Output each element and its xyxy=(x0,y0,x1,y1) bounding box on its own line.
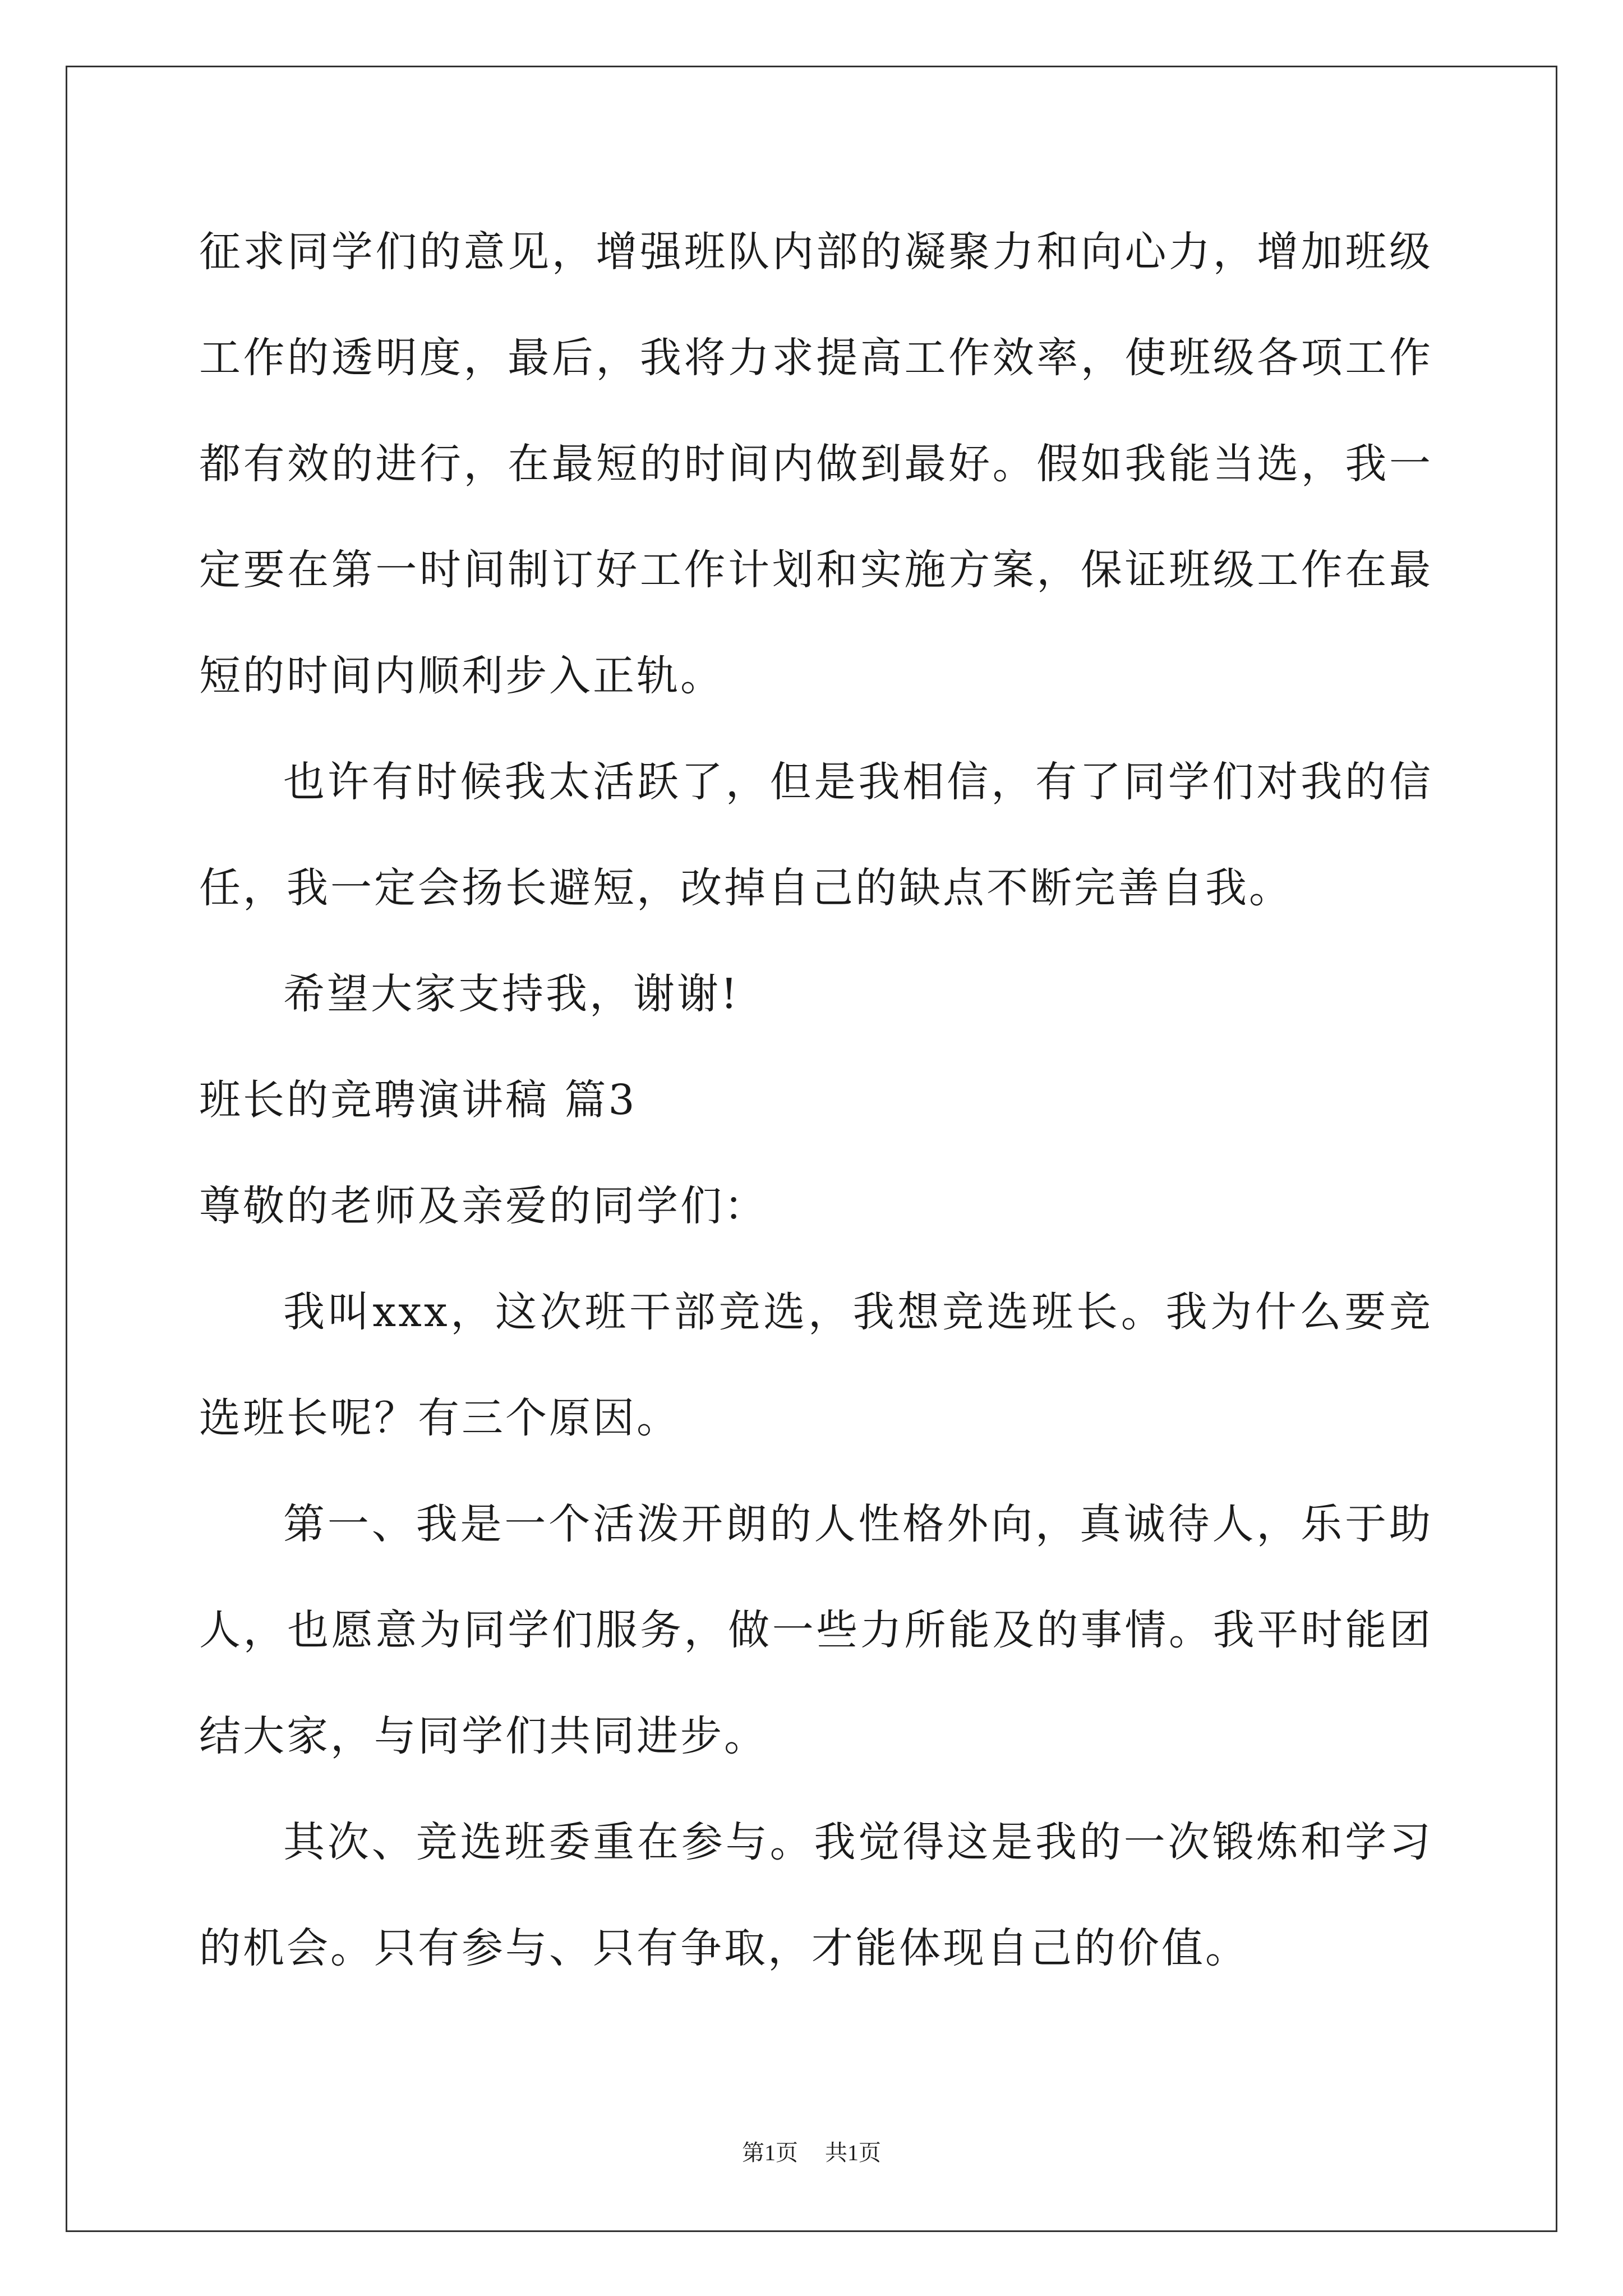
paragraph-continuation: 征求同学们的意见，增强班队内部的凝聚力和向心力，增加班级工作的透明度，最后，我将力求提高工作效率，使班级各项工作都有效的进行，在最短的时间内做到最好。假如我能当选，我一定要在第一时间制订好工作计划和实施方案，保证班级工作在最短的时间内顺利步入正轨。 xyxy=(199,228,1433,700)
paragraph: 我叫xxx，这次班干部竞选，我想竞选班长。我为什么要竞选班长呢？有三个原因。 xyxy=(199,1288,1433,1442)
paragraph: 也许有时候我太活跃了，但是我相信，有了同学们对我的信任，我一定会扬长避短，改掉自己的缺点不断完善自我。 xyxy=(199,758,1433,912)
salutation: 尊敬的老师及亲爱的同学们： xyxy=(199,1182,768,1230)
page-footer xyxy=(0,2136,1623,2170)
document-body xyxy=(199,199,1433,2001)
page-total: 共1页 xyxy=(825,2140,881,2165)
page-number: 第1页 xyxy=(742,2140,798,2165)
paragraph: 希望大家支持我，谢谢! xyxy=(283,970,740,1018)
paragraph: 其次、竞选班委重在参与。我觉得这是我的一次锻炼和学习的机会。只有参与、只有争取，才能体现自己的价值。 xyxy=(199,1818,1433,1972)
section-heading: 班长的竞聘演讲稿 篇3 xyxy=(199,1076,637,1124)
paragraph: 第一、我是一个活泼开朗的人性格外向，真诚待人，乐于助人，也愿意为同学们服务，做一些力所能及的事情。我平时能团结大家，与同学们共同进步。 xyxy=(199,1500,1433,1760)
